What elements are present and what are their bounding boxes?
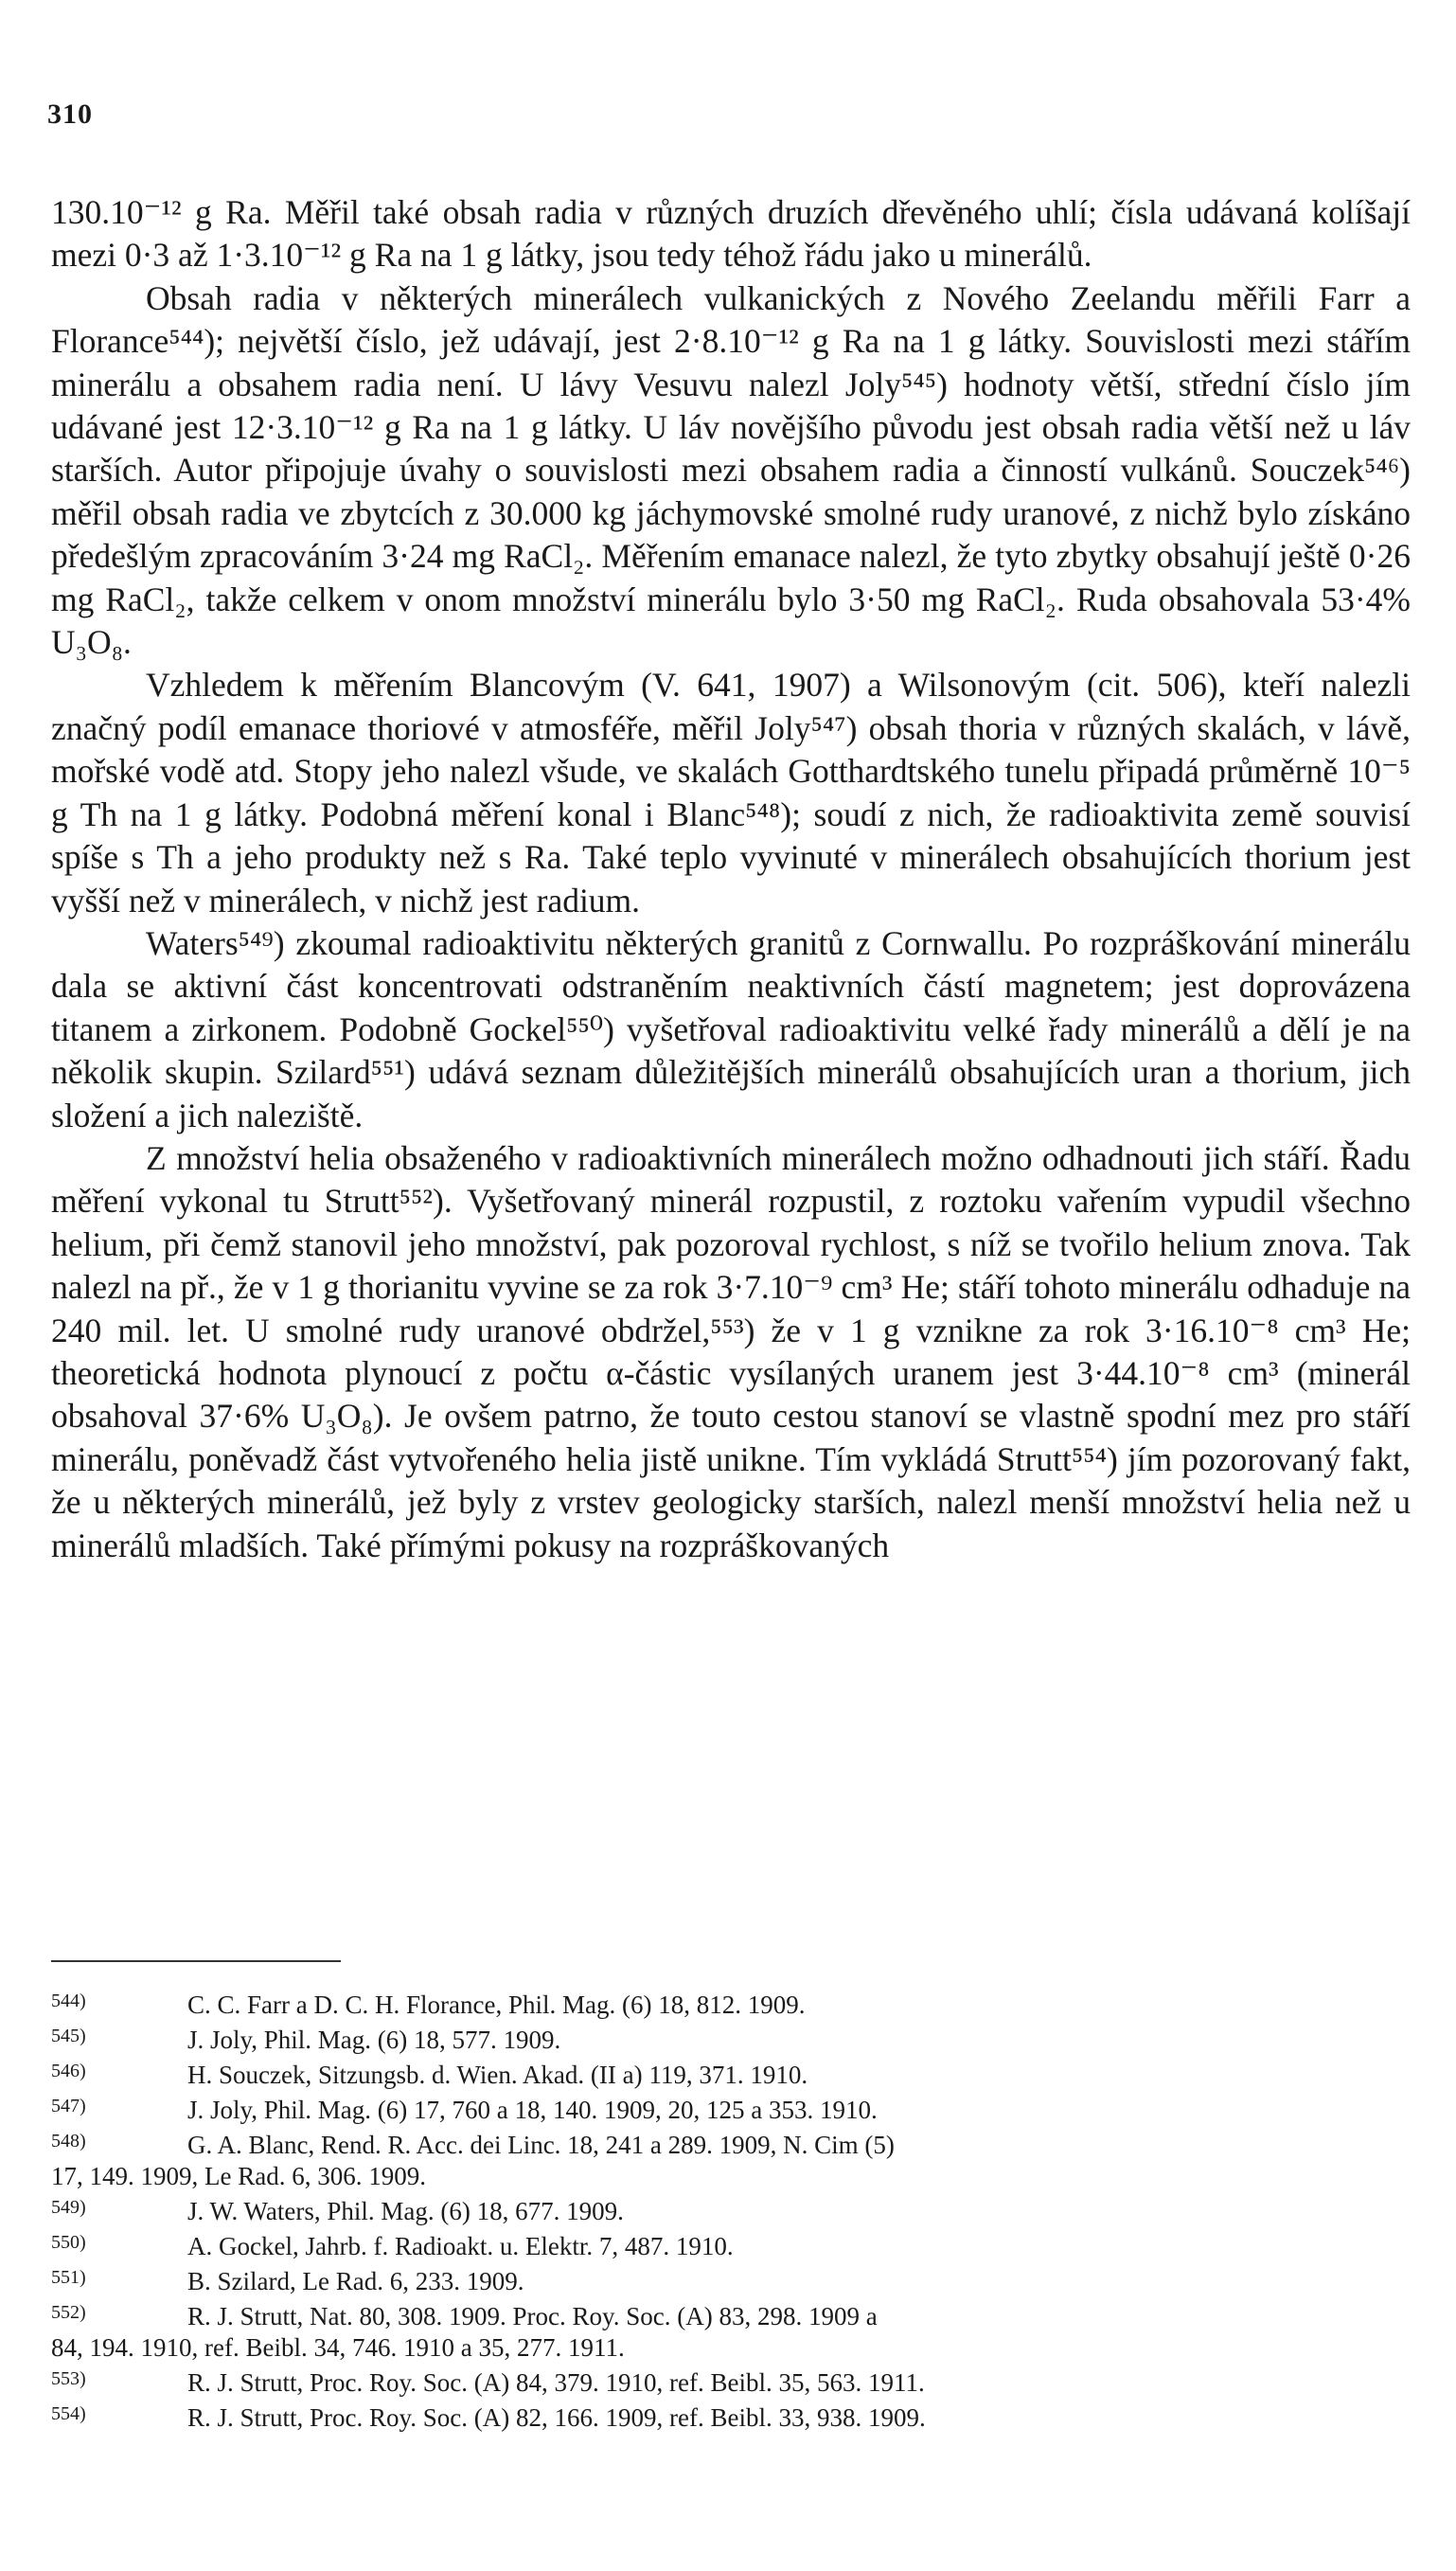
footnote bbox=[51, 2297, 1411, 2332]
footnote bbox=[51, 2399, 1411, 2434]
footnote-text: R. J. Strutt, Nat. 80, 308. 1909. Proc. Roy. Soc. (A) 83, 298. 1909 a bbox=[187, 2302, 878, 2330]
footnote-number: 549) bbox=[51, 2197, 86, 2218]
footnote-number: 548) bbox=[51, 2131, 86, 2151]
footnote-text: H. Souczek, Sitzungsb. d. Wien. Akad. (II a) 119, 371. 1910. bbox=[187, 2061, 808, 2089]
footnote-number: 546) bbox=[51, 2061, 86, 2081]
footnote-number: 545) bbox=[51, 2026, 86, 2046]
footnote-text: 17, 149. 1909, Le Rad. 6, 306. 1909. bbox=[51, 2162, 426, 2190]
paragraph: Z množství helia obsaženého v radioaktivních minerálech možno odhadnouti jich stáří. Řadu měření vykonal tu Strutt⁵⁵²). Vyšetřovaný minerál rozpustil, z roztoku vařením vypudil všechno helium, při čemž stanovil jeho množství, pak pozoroval rychlost, s níž se tvořilo helium znova. Tak nalezl na př., že v 1 g thorianitu vyvine se za rok 3·7.10⁻⁹ cm³ He; stáří tohoto minerálu odhaduje na 240 mil. let. U smolné rudy uranové obdržel,⁵⁵³) že v 1 g vznikne za rok 3·16.10⁻⁸ cm³ He; theoretická hodnota plynoucí z počtu α-částic vysílaných uranem jest 3·44.10⁻⁸ cm³ (minerál obsahoval 37·6% U₃O₈). Je ovšem patrno, že touto cestou stanoví se vlastně spodní mez pro stáří minerálu, poněvadž část vytvořeného helia jistě unikne. Tím vykládá Strutt⁵⁵⁴) jím pozorovaný fakt, že u některých minerálů, jež byly z vrstev geologicky starších, nalezl menší množství helia než u minerálů mladších. Také přímými pokusy na rozpráškovaných bbox=[51, 1138, 1411, 1564]
footnote-text: G. A. Blanc, Rend. R. Acc. dei Linc. 18, 241 a 289. 1909, N. Cim (5) bbox=[187, 2131, 895, 2159]
footnote-text: B. Szilard, Le Rad. 6, 233. 1909. bbox=[187, 2267, 524, 2295]
footnote-number: 553) bbox=[51, 2368, 86, 2389]
footnote-number: 547) bbox=[51, 2096, 86, 2116]
footnotes bbox=[51, 1986, 1411, 2434]
body-text bbox=[51, 191, 1411, 1567]
footnote-number: 552) bbox=[51, 2302, 86, 2323]
footnote-text: R. J. Strutt, Proc. Roy. Soc. (A) 82, 166. 1909, ref. Beibl. 33, 938. 1909. bbox=[187, 2403, 926, 2432]
footnote bbox=[51, 1986, 1411, 2021]
paragraph: 130.10⁻¹² g Ra. Měřil také obsah radia v různých druzích dřevěného uhlí; čísla udávaná kolíšají mezi 0·3 až 1·3.10⁻¹² g Ra na 1 g látky, jsou tedy téhož řádu jako u minerálů. bbox=[51, 193, 1411, 275]
footnote bbox=[51, 2364, 1411, 2399]
footnote bbox=[51, 2262, 1411, 2297]
paragraph: Vzhledem k měřením Blancovým (V. 641, 1907) a Wilsonovým (cit. 506), kteří nalezli značný podíl emanace thoriové v atmosféře, měřil Joly⁵⁴⁷) obsah thoria v různých skalách, v lávě, mořské vodě atd. Stopy jeho nalezl všude, ve skalách Gotthardtského tunelu připadá průměrně 10⁻⁵ g Th na 1 g látky. Podobná měření konal i Blanc⁵⁴⁸); soudí z nich, že radioaktivita země souvisí spíše s Th a jeho produkty než s Ra. Také teplo vyvinuté v minerálech obsahujících thorium jest vyšší než v minerálech, v nichž jest radium. bbox=[51, 666, 1411, 919]
footnote-continuation bbox=[51, 2161, 1411, 2192]
footnote-number: 544) bbox=[51, 1991, 86, 2011]
footnote bbox=[51, 2091, 1411, 2126]
footnote-text: C. C. Farr a D. C. H. Florance, Phil. Mag. (6) 18, 812. 1909. bbox=[187, 1991, 806, 2019]
footnote-number: 551) bbox=[51, 2267, 86, 2288]
footnote-number: 554) bbox=[51, 2403, 86, 2424]
footnote-text: A. Gockel, Jahrb. f. Radioakt. u. Elektr. 7, 487. 1910. bbox=[187, 2232, 734, 2260]
footnote-text: J. Joly, Phil. Mag. (6) 17, 760 a 18, 140. 1909, 20, 125 a 353. 1910. bbox=[187, 2096, 878, 2124]
footnote-divider bbox=[51, 1960, 341, 1962]
footnote-continuation bbox=[51, 2332, 1411, 2364]
footnote bbox=[51, 2021, 1411, 2056]
footnote-text: J. Joly, Phil. Mag. (6) 18, 577. 1909. bbox=[187, 2026, 561, 2054]
footnote-number: 550) bbox=[51, 2232, 86, 2253]
page-number: 310 bbox=[47, 98, 93, 130]
footnote bbox=[51, 2056, 1411, 2091]
footnote-text: J. W. Waters, Phil. Mag. (6) 18, 677. 1909. bbox=[187, 2197, 624, 2225]
paragraph: Waters⁵⁴⁹) zkoumal radioaktivitu některých granitů z Cornwallu. Po rozpráškování minerálu dala se aktivní část koncentrovati odstraněním neaktivních částí magnetem; jest doprovázena titanem a zirkonem. Podobně Gockel⁵⁵⁰) vyšetřoval radioaktivitu velké řady minerálů a dělí je na několik skupin. Szilard⁵⁵¹) udává seznam důležitějších minerálů obsahujících uran a thorium, jich složení a jich naleziště. bbox=[51, 923, 1411, 1134]
footnote-text: 84, 194. 1910, ref. Beibl. 34, 746. 1910 a 35, 277. 1911. bbox=[51, 2333, 625, 2362]
footnote-text: R. J. Strutt, Proc. Roy. Soc. (A) 84, 379. 1910, ref. Beibl. 35, 563. 1911. bbox=[187, 2368, 925, 2397]
paragraph: Obsah radia v některých minerálech vulkanických z Nového Zeelandu měřili Farr a Florance⁵⁴⁴); největší číslo, jež udávají, jest 2·8.10⁻¹² g Ra na 1 g látky. Souvislosti mezi stářím minerálu a obsahem radia není. U lávy Vesuvu nalezl Joly⁵⁴⁵) hodnoty větší, střední číslo jím udávané jest 12·3.10⁻¹² g Ra na 1 g látky. U láv novějšího původu jest obsah radia větší než u láv starších. Autor připojuje úvahy o souvislosti mezi obsahem radia a činností vulkánů. Souczek⁵⁴⁶) měřil obsah radia ve zbytcích z 30.000 kg jáchymovské smolné rudy uranové, z nichž bylo získáno předešlým zpracováním 3·24 mg RaCl₂. Měřením emanace nalezl, že tyto zbytky obsahují ještě 0·26 mg RaCl₂, takže celkem v onom množství minerálu bylo 3·50 mg RaCl₂. Ruda obsahovala 53·4% U₃O₈. bbox=[51, 278, 1411, 662]
footnote bbox=[51, 2192, 1411, 2227]
footnote bbox=[51, 2227, 1411, 2262]
footnote bbox=[51, 2126, 1411, 2161]
